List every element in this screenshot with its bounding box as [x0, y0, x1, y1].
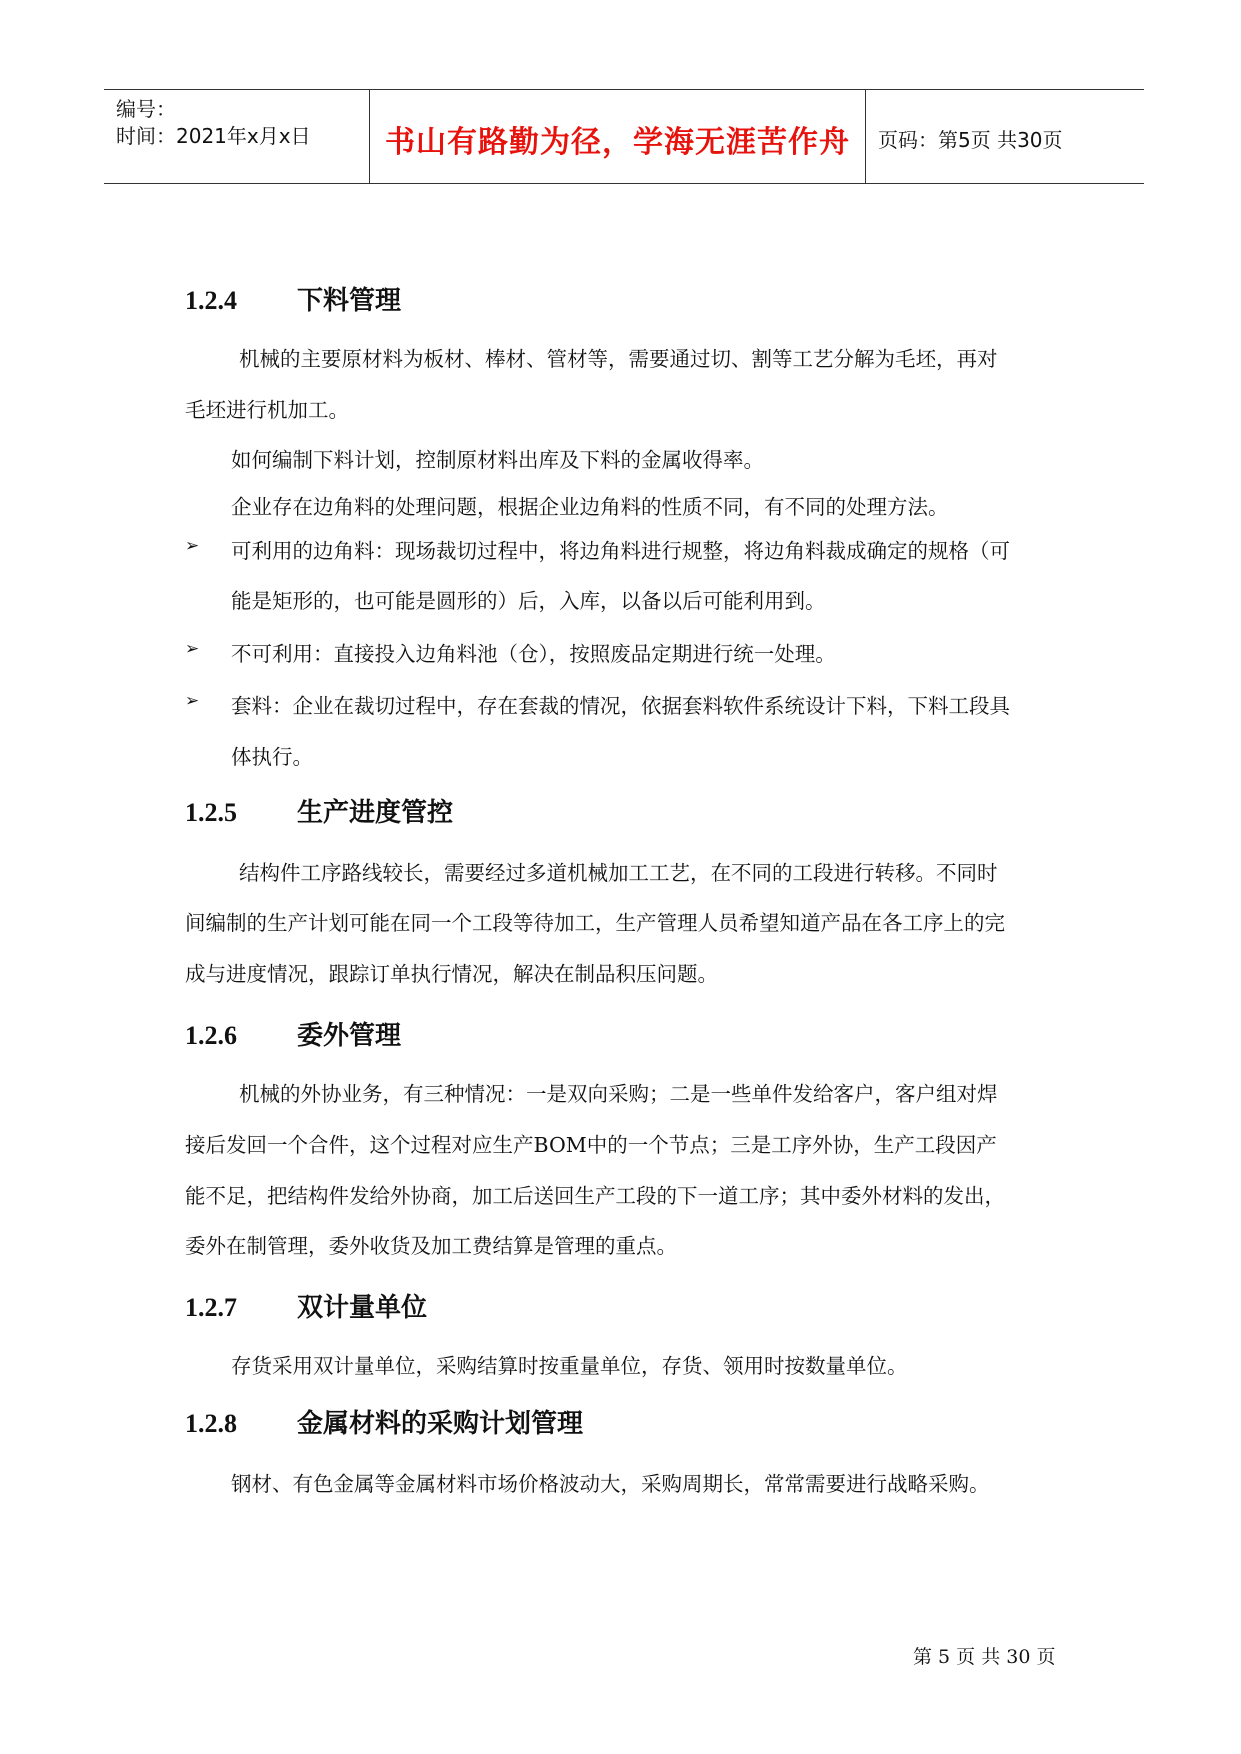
paragraph-line: 间编制的生产计划可能在同一个工段等待加工，生产管理人员希望知道产品在各工序上的完 [185, 911, 1005, 935]
paragraph-line: 存货采用双计量单位，采购结算时按重量单位，存货、领用时按数量单位。 [231, 1354, 908, 1378]
paragraph-line: 钢材、有色金属等金属材料市场价格波动大，采购周期长，常常需要进行战略采购。 [231, 1472, 990, 1496]
section-number: 1.2.4 [185, 286, 237, 315]
bullet-text: 可利用的边角料：现场裁切过程中，将边角料进行规整，将边角料裁成确定的规格（可 [231, 539, 1010, 563]
bullet-arrow-icon: ➢ [185, 691, 200, 711]
paragraph-line: 委外在制管理，委外收货及加工费结算是管理的重点。 [185, 1234, 677, 1258]
paragraph-line: 机械的外协业务，有三种情况：一是双向采购；二是一些单件发给客户，客户组对焊 [239, 1082, 998, 1106]
section-heading [185, 1403, 583, 1440]
paragraph-line: 结构件工序路线较长，需要经过多道机械加工工艺，在不同的工段进行转移。不同时 [239, 861, 998, 885]
bullet-arrow-icon: ➢ [185, 536, 200, 556]
paragraph-line: 企业存在边角料的处理问题，根据企业边角料的性质不同，有不同的处理方法。 [231, 495, 949, 519]
time-label: 时间：2021年x月x日 [116, 124, 311, 148]
page-label: 页码：第5页 共30页 [878, 128, 1063, 152]
section-number: 1.2.8 [185, 1409, 237, 1438]
section-heading [185, 1287, 427, 1324]
section-number: 1.2.6 [185, 1021, 237, 1050]
header-motto-cell [369, 90, 866, 183]
section-number: 1.2.7 [185, 1293, 237, 1322]
header-page-cell [866, 90, 1144, 183]
section-heading [185, 280, 401, 317]
header-info-cell [104, 90, 369, 183]
paragraph-line: 接后发回一个合件，这个过程对应生产BOM中的一个节点；三是工序外协，生产工段因产 [185, 1133, 997, 1157]
bullet-arrow-icon: ➢ [185, 639, 200, 659]
paragraph-line: 机械的主要原材料为板材、棒材、管材等，需要通过切、割等工艺分解为毛坯，再对 [239, 347, 998, 371]
page-footer: 第 5 页 共 30 页 [913, 1646, 1056, 1668]
motto-text: 书山有路勤为径，学海无涯苦作舟 [385, 125, 850, 160]
paragraph-line: 能不足，把结构件发给外协商，加工后送回生产工段的下一道工序；其中委外材料的发出， [185, 1184, 1005, 1208]
bullet-text: 能是矩形的，也可能是圆形的）后，入库，以备以后可能利用到。 [231, 589, 826, 613]
section-title: 金属材料的采购计划管理 [297, 1409, 584, 1439]
bullet-text: 体执行。 [231, 745, 313, 769]
section-heading [185, 792, 453, 829]
document-header [104, 89, 1144, 184]
section-title: 生产进度管控 [297, 798, 454, 828]
paragraph-line: 毛坯进行机加工。 [185, 398, 349, 422]
number-label: 编号： [116, 97, 176, 121]
paragraph-line: 如何编制下料计划，控制原材料出库及下料的金属收得率。 [231, 448, 764, 472]
section-title: 委外管理 [297, 1021, 402, 1051]
section-title: 双计量单位 [297, 1293, 428, 1323]
section-number: 1.2.5 [185, 798, 237, 827]
bullet-text: 不可利用：直接投入边角料池（仓），按照废品定期进行统一处理。 [231, 642, 836, 666]
bullet-text: 套料：企业在裁切过程中，存在套裁的情况，依据套料软件系统设计下料，下料工段具 [231, 694, 1010, 718]
paragraph-line: 成与进度情况，跟踪订单执行情况，解决在制品积压问题。 [185, 962, 718, 986]
section-heading [185, 1015, 401, 1052]
section-title: 下料管理 [297, 286, 402, 316]
